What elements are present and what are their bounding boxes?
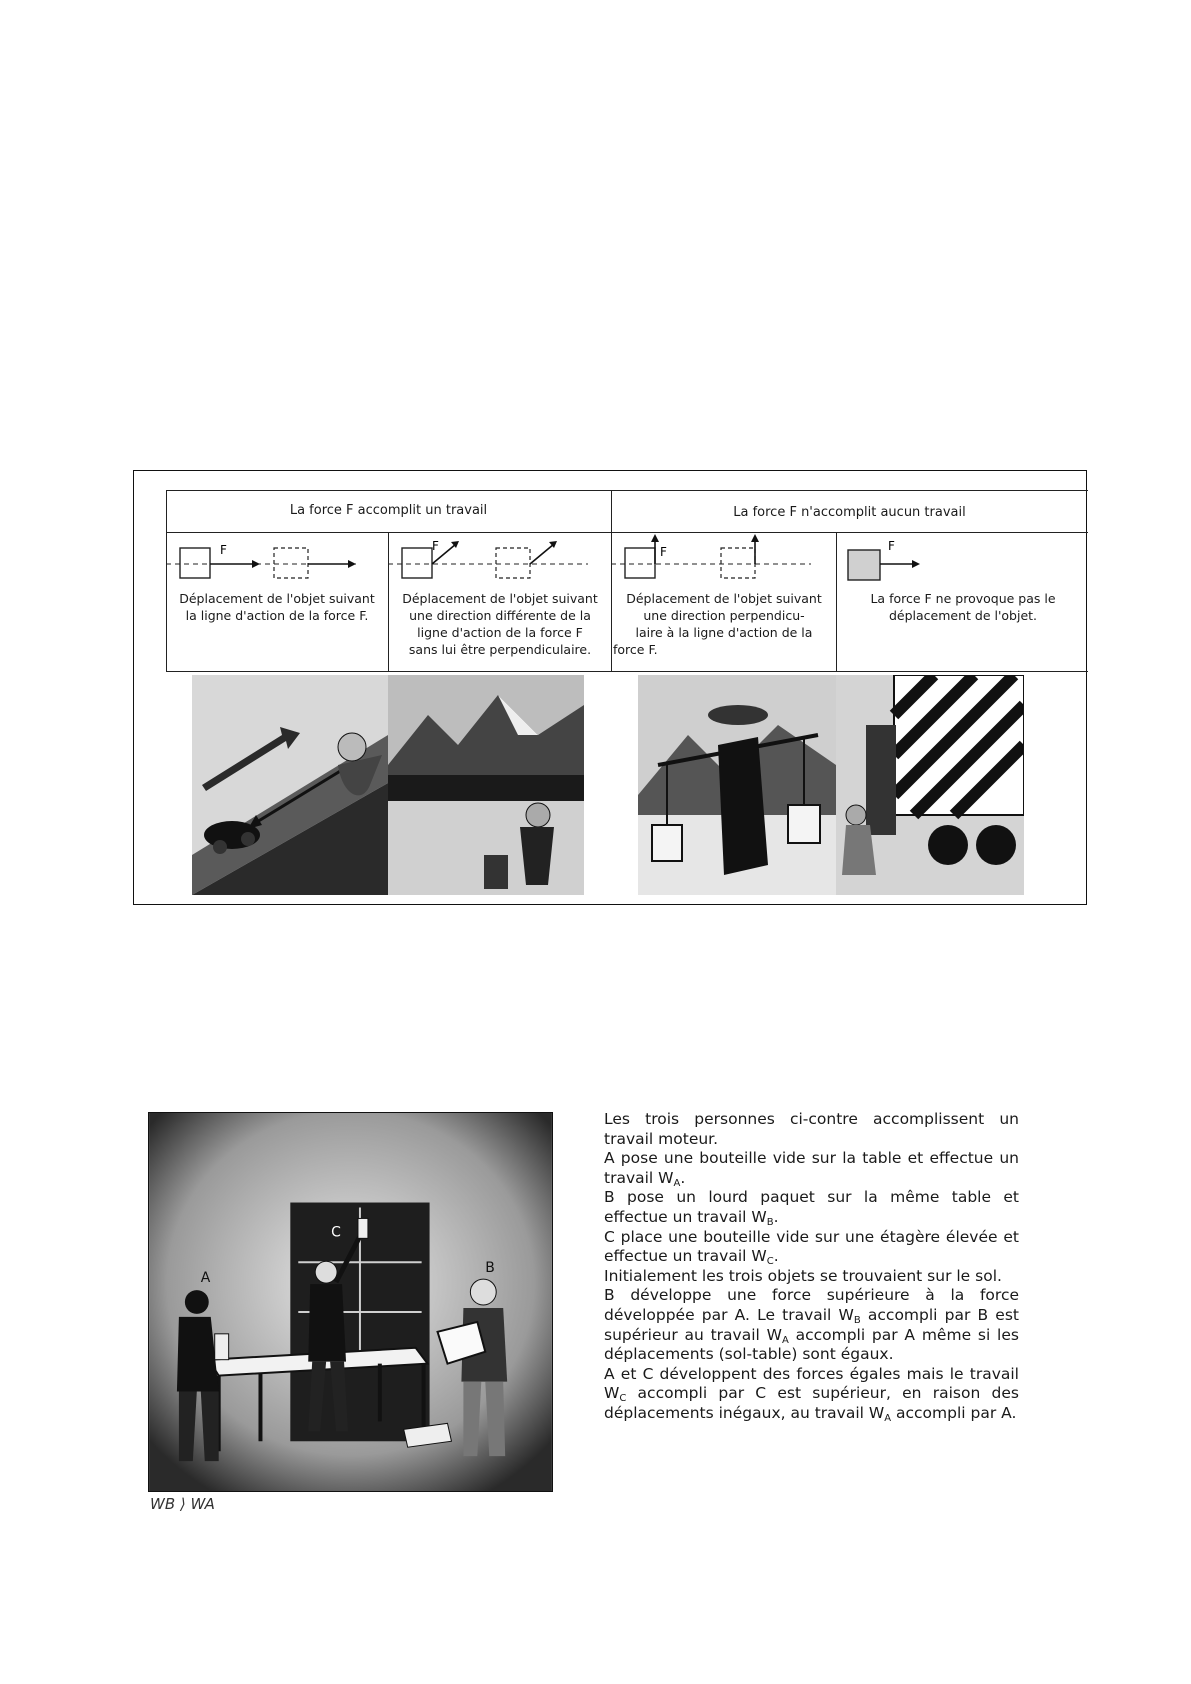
subscript: C bbox=[766, 1256, 774, 1268]
cell-line: une direction différente de la bbox=[409, 608, 591, 623]
diagram-perpendicular bbox=[611, 534, 836, 582]
label-c: C bbox=[331, 1224, 341, 1241]
text-run: accompli par B est supérieur au travail W bbox=[604, 1305, 1019, 1344]
header-work: La force F accomplit un travail bbox=[289, 503, 488, 518]
cell-line: déplacement de l'objet. bbox=[888, 608, 1038, 623]
paragraph: Les trois personnes ci-contre accomplissent un travail moteur. bbox=[604, 1110, 1019, 1148]
figure-caption: WB ⟩ WA bbox=[150, 1495, 215, 1513]
subscript: B bbox=[766, 1216, 774, 1228]
text-run: A et C développent des forces égales mais le travail W bbox=[604, 1364, 1019, 1403]
illustration-carry-buckets bbox=[638, 675, 836, 895]
subscript: A bbox=[673, 1177, 681, 1189]
force-label: F bbox=[660, 545, 667, 559]
label-b: B bbox=[485, 1260, 495, 1277]
table-top-rule bbox=[166, 490, 1088, 491]
paragraph: C place une bouteille vide sur une étagère élevée et effectue un travail $W_C$. bbox=[604, 1227, 1019, 1268]
illustrations-row bbox=[192, 675, 1070, 895]
paragraph bbox=[604, 1365, 1019, 1424]
force-work-table bbox=[166, 490, 1088, 672]
table-header-rule bbox=[166, 532, 1088, 533]
cell-line: laire à la ligne d'action de la bbox=[635, 625, 813, 640]
force-label: F bbox=[888, 539, 895, 553]
diagram-no-motion bbox=[836, 534, 1088, 582]
diagram-oblique bbox=[388, 534, 611, 582]
illustration-carry-bag bbox=[388, 675, 584, 895]
header-no-work: La force F n'accomplit aucun travail bbox=[733, 505, 966, 520]
text-run: A pose une bouteille vide sur la table et effectue un travail W bbox=[604, 1149, 1019, 1187]
cell-line: la ligne d'action de la force F. bbox=[185, 608, 369, 623]
paragraph bbox=[604, 1286, 1019, 1364]
explanation-text bbox=[604, 1110, 1019, 1424]
cell-no-motion-text bbox=[838, 590, 1088, 624]
subscript: A bbox=[781, 1334, 789, 1346]
cell-perpendicular-text bbox=[613, 590, 835, 658]
cell-line: sans lui être perpendiculaire. bbox=[408, 642, 592, 657]
illustration-car-pull bbox=[192, 675, 388, 895]
text-run: B développe une force supérieure à la force développée par A. Le travail W bbox=[604, 1286, 1019, 1324]
table-bottom-rule bbox=[166, 671, 1088, 672]
paragraph: A pose une bouteille vide sur la table et effectue un travail $W_A$. bbox=[604, 1149, 1019, 1189]
cell-line: une direction perpendicu- bbox=[643, 608, 805, 623]
text-run: C place une bouteille vide sur une étagère élevée et effectue un travail W bbox=[604, 1227, 1019, 1266]
three-people-work-illustration bbox=[148, 1112, 553, 1492]
paragraph: B pose un lourd paquet sur la même table et effectue un travail $W_B$. bbox=[604, 1188, 1019, 1228]
cell-line: force F. bbox=[613, 642, 658, 657]
cell-oblique-text bbox=[390, 590, 610, 658]
force-label: F bbox=[432, 539, 439, 553]
subscript: B bbox=[853, 1314, 861, 1326]
text-run: accompli par C est supérieur, en raison des déplacements inégaux, au travail W bbox=[604, 1384, 1019, 1422]
diagram-parallel bbox=[166, 534, 388, 582]
cell-line: Déplacement de l'objet suivant bbox=[179, 591, 375, 606]
illustration-push-truck bbox=[836, 675, 1024, 895]
cell-parallel-text bbox=[168, 590, 386, 624]
cell-line: Déplacement de l'objet suivant bbox=[402, 591, 598, 606]
text-run: accompli par A même si les déplacements (sol-table) sont égaux. bbox=[604, 1325, 1019, 1364]
cell-line: Déplacement de l'objet suivant bbox=[626, 591, 822, 606]
cell-line: ligne d'action de la force F bbox=[417, 625, 583, 640]
cell-line: La force F ne provoque pas le bbox=[870, 591, 1056, 606]
text-run: accompli par A. bbox=[891, 1403, 1017, 1422]
subscript: A bbox=[884, 1412, 892, 1424]
subscript: C bbox=[619, 1393, 627, 1405]
force-work-figure bbox=[133, 470, 1087, 905]
force-label: F bbox=[220, 543, 227, 557]
label-a: A bbox=[200, 1270, 211, 1287]
paragraph: Initialement les trois objets se trouvaient sur le sol. bbox=[604, 1266, 1002, 1285]
text-run: B pose un lourd paquet sur la même table et effectue un travail W bbox=[604, 1188, 1019, 1226]
